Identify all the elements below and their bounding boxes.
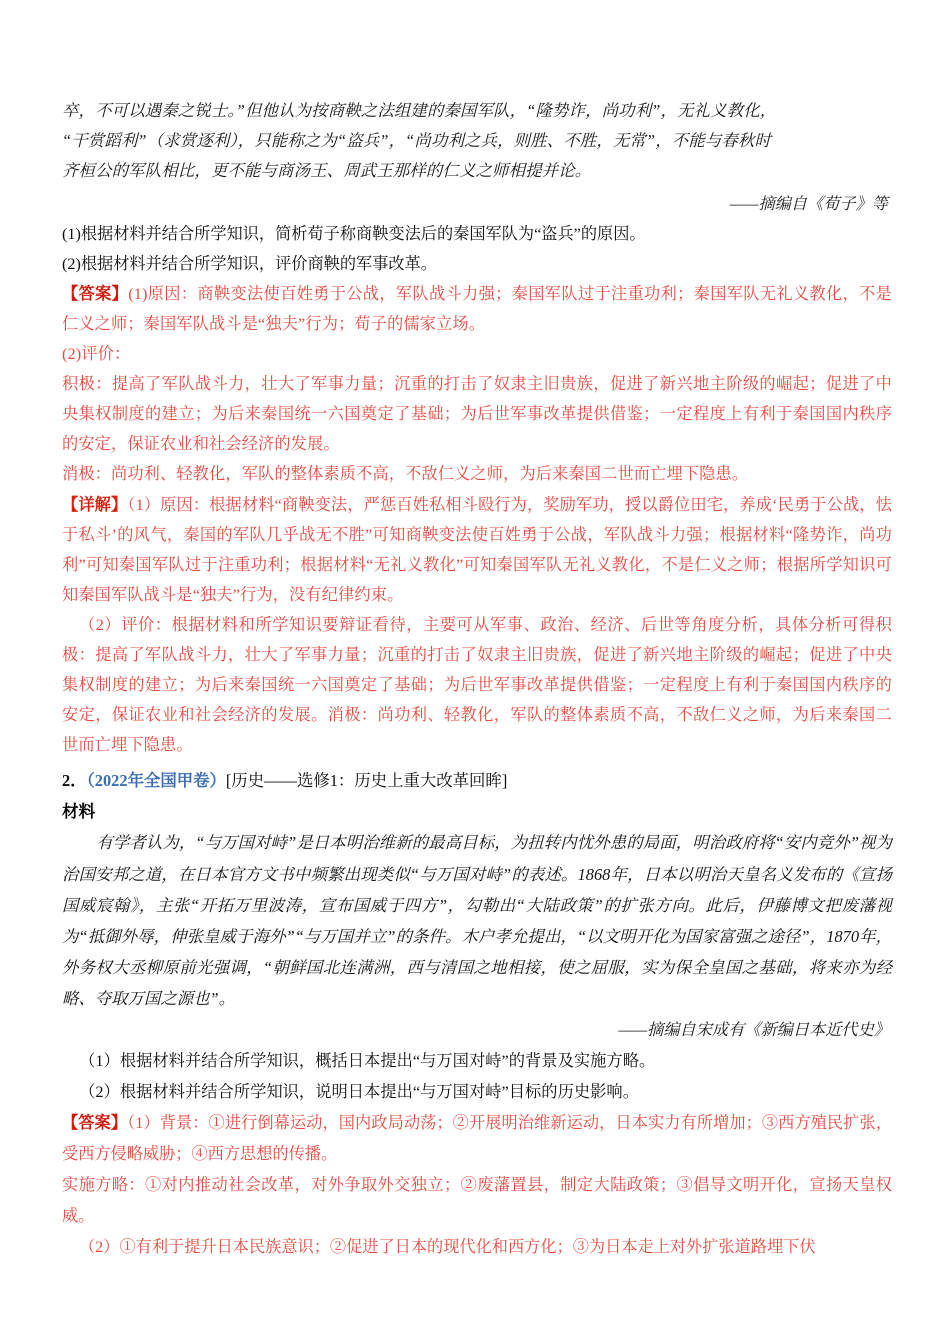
q2-answer-label: 【答案】 bbox=[62, 1113, 128, 1132]
q2-answer-2: （2）①有利于提升日本民族意识；②促进了日本的现代化和西方化；③为日本走上对外扩张道路埋下伏 bbox=[79, 1238, 816, 1257]
q1-answer-1 bbox=[62, 279, 892, 339]
q1-answer-label: 【答案】 bbox=[62, 284, 129, 303]
q2-answer-1-background bbox=[62, 1108, 892, 1170]
q1-detail-1-text: （1）原因：根据材料“商鞅变法，严惩百姓私相斗殴行为，奖励军功，授以爵位田宅，养成‘民勇于公战，怯于私斗’的风气，秦国的军队几乎战无不胜”可知商鞅变法使百姓勇于公战，军队战斗力强；根据材料“隆势诈，尚功利”可知秦国军队过于注重功利；根据材料“无礼义教化”可知秦国军队无礼义教化，不是仁义之师；根据所学知识可知秦国军队战斗是“独夫”行为，没有纪律约束。 bbox=[62, 495, 892, 604]
q1-material-block bbox=[62, 96, 892, 187]
q2-source-attribution: ——摘编自宋成有《新编日本近代史》 bbox=[618, 1020, 890, 1039]
q1-source-attribution: ——摘编自《荀子》等 bbox=[729, 194, 888, 213]
q1-material-line-1: 卒，不可以遇秦之锐士。”但他认为按商鞅之法组建的秦国军队，“隆势诈，尚功利”，无礼义教化， bbox=[62, 101, 777, 120]
q1-detail-label: 【详解】 bbox=[62, 495, 128, 514]
q1-answer-2-heading: (2)评价： bbox=[62, 345, 131, 364]
q1-material-line-3: 齐桓公的军队相比，更不能与商汤王、周武王那样的仁义之师相提并论。 bbox=[62, 161, 592, 181]
q2-answer-1-background-text: （1）背景：①进行倒幕运动，国内政局动荡；②开展明治维新运动，日本实力有所增加；③西方殖民扩张，受西方侵略威胁；④西方思想的传播。 bbox=[62, 1113, 893, 1163]
q2-prompt-2: （2）根据材料并结合所学知识，说明日本提出“与万国对峙”目标的历史影响。 bbox=[79, 1082, 639, 1102]
q2-number: 2． bbox=[62, 771, 87, 791]
q2-heading bbox=[62, 765, 892, 796]
q1-answer-2-negative: 消极：尚功利、轻教化，军队的整体素质不高，不敌仁义之师，为后来秦国二世而亡埋下隐患。 bbox=[62, 465, 749, 484]
q1-detail-2: （2）评价：根据材料和所学知识要辩证看待，主要可从军事、政治、经济、后世等角度分析，具体分析可得积极：提高了军队战斗力，壮大了军事力量；沉重的打击了奴隶主旧贵族，促进了新兴地主阶级的崛起；促进了中央集权制度的建立；为后来秦国统一六国奠定了基础；为后世军事改革提供借鉴；一定程度上有利于秦国国内秩序的安定，保证农业和社会经济的发展。消极：尚功利、轻教化，军队的整体素质不高，不敌仁义之师，为后来秦国二世而亡埋下隐患。 bbox=[62, 615, 892, 755]
q1-answer-1-text: (1)原因：商鞅变法使百姓勇于公战，军队战斗力强；秦国军队过于注重功利；秦国军队无礼义教化，不是仁义之师；秦国军队战斗是“独夫”行为；荀子的儒家立场。 bbox=[62, 284, 892, 333]
q1-detail-1 bbox=[62, 490, 892, 610]
q1-material-line-2: “干赏蹈利”（求赏逐利），只能称之为“盗兵”，“尚功利之兵，则胜、不胜，无常”，不能与春秋时 bbox=[62, 131, 772, 151]
q2-exam-source: （2022年全国甲卷） bbox=[86, 771, 226, 791]
q2-material-label: 材料 bbox=[62, 802, 96, 822]
q2-prompt-1: （1）根据材料并结合所学知识，概括日本提出“与万国对峙”的背景及实施方略。 bbox=[79, 1050, 656, 1070]
q1-prompt-1: (1)根据材料并结合所学知识，简析荀子称商鞅变法后的秦国军队为“盗兵”的原因。 bbox=[62, 224, 646, 243]
q2-subject-tag: [历史——选修1：历史上重大改革回眸] bbox=[225, 771, 508, 791]
q1-answer-2-positive: 积极：提高了军队战斗力，壮大了军事力量；沉重的打击了奴隶主旧贵族，促进了新兴地主阶级的崛起；促进了中央集权制度的建立；为后来秦国统一六国奠定了基础；为后世军事改革提供借鉴；一定程度上有利于秦国国内秩序的安定，保证农业和社会经济的发展。 bbox=[62, 375, 892, 454]
q2-material-body: 有学者认为，“与万国对峙”是日本明治维新的最高目标，为扭转内忧外患的局面，明治政府将“安内竞外”视为治国安邦之道，在日本官方文书中频繁出现类似“与万国对峙”的表述。1868年，日本以明治天皇名义发布的《宣扬国威宸翰》，主张“开拓万里波涛，宣布国威于四方”，勾勒出“大陆政策”的扩张方向。此后，伊藤博文把废藩视为“抵御外辱，伸张皇威于海外”“与万国并立”的条件。木户孝允提出，“以文明开化为国家富强之途径”，1870年，外务权大丞柳原前光强调，“朝鲜国北连满洲，西与清国之地相接，使之屈服，实为保全皇国之基础，将来亦为经略、夺取万国之源也”。 bbox=[62, 833, 892, 1009]
q1-prompt-2: (2)根据材料并结合所学知识，评价商鞅的军事改革。 bbox=[62, 254, 437, 273]
q2-answer-1-strategy: 实施方略：①对内推动社会改革，对外争取外交独立；②废藩置县，制定大陆政策；③倡导文明开化，宣扬天皇权威。 bbox=[62, 1175, 892, 1226]
